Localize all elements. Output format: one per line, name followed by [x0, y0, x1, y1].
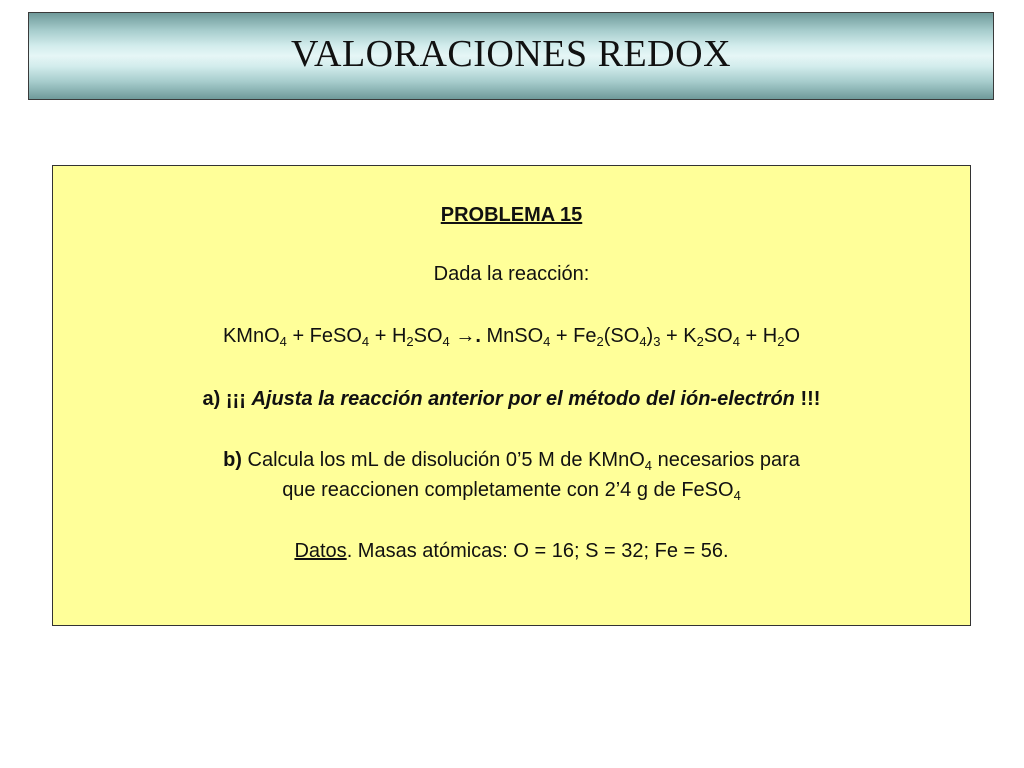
eq-subscript: 4 [732, 334, 740, 349]
eq-text: SO [703, 325, 733, 347]
reaction-equation [53, 325, 970, 348]
problem-intro: Dada la reacción: [433, 263, 590, 285]
eq-subscript: 2 [596, 334, 604, 349]
eq-text: O [784, 325, 801, 347]
question-a-text: Ajusta la reacción anterior por el método del ión-electrón [251, 388, 795, 410]
problem-panel [52, 165, 971, 626]
question-a-prefix: a) ¡¡¡ [202, 388, 252, 410]
eq-text: + K [660, 325, 697, 347]
question-b-line1 [53, 449, 970, 472]
eq-text: SO [413, 325, 443, 347]
eq-subscript: 4 [639, 334, 647, 349]
reaction-arrow: →. [449, 325, 487, 347]
eq-subscript: 4 [644, 458, 653, 473]
data-text: . Masas atómicas: O = 16; S = 32; Fe = 56. [346, 540, 729, 562]
eq-text: MnSO [486, 325, 544, 347]
eq-subscript: 2 [406, 334, 414, 349]
eq-subscript: 2 [696, 334, 704, 349]
eq-text: + Fe [550, 325, 597, 347]
eq-subscript: 4 [543, 334, 551, 349]
question-b-label: b) [223, 449, 242, 471]
atomic-mass-data [53, 540, 970, 563]
eq-text: ) [646, 325, 654, 347]
eq-text: KMnO [222, 325, 280, 347]
slide-title-bar [28, 12, 994, 100]
eq-subscript: 4 [279, 334, 287, 349]
question-a [53, 388, 970, 411]
slide-title: VALORACIONES REDOX [290, 33, 732, 75]
question-b-text: que reaccionen completamente con 2’4 g de FeSO [282, 479, 734, 501]
data-label: Datos [294, 540, 347, 562]
eq-subscript: 3 [653, 334, 661, 349]
question-b-text: necesarios para [652, 449, 800, 471]
question-b-line2 [53, 479, 970, 502]
question-b-text: Calcula los mL de disolución 0’5 M de KMnO [241, 449, 645, 471]
eq-text: + H [369, 325, 407, 347]
eq-subscript: 2 [777, 334, 785, 349]
problem-heading: PROBLEMA 15 [440, 204, 583, 226]
eq-text: + H [739, 325, 778, 347]
eq-text: (SO [603, 325, 640, 347]
eq-text: + FeSO [286, 325, 362, 347]
eq-subscript: 4 [361, 334, 370, 349]
eq-subscript: 4 [733, 488, 741, 503]
eq-subscript: 4 [442, 334, 450, 349]
question-a-suffix: !!! [794, 388, 821, 410]
